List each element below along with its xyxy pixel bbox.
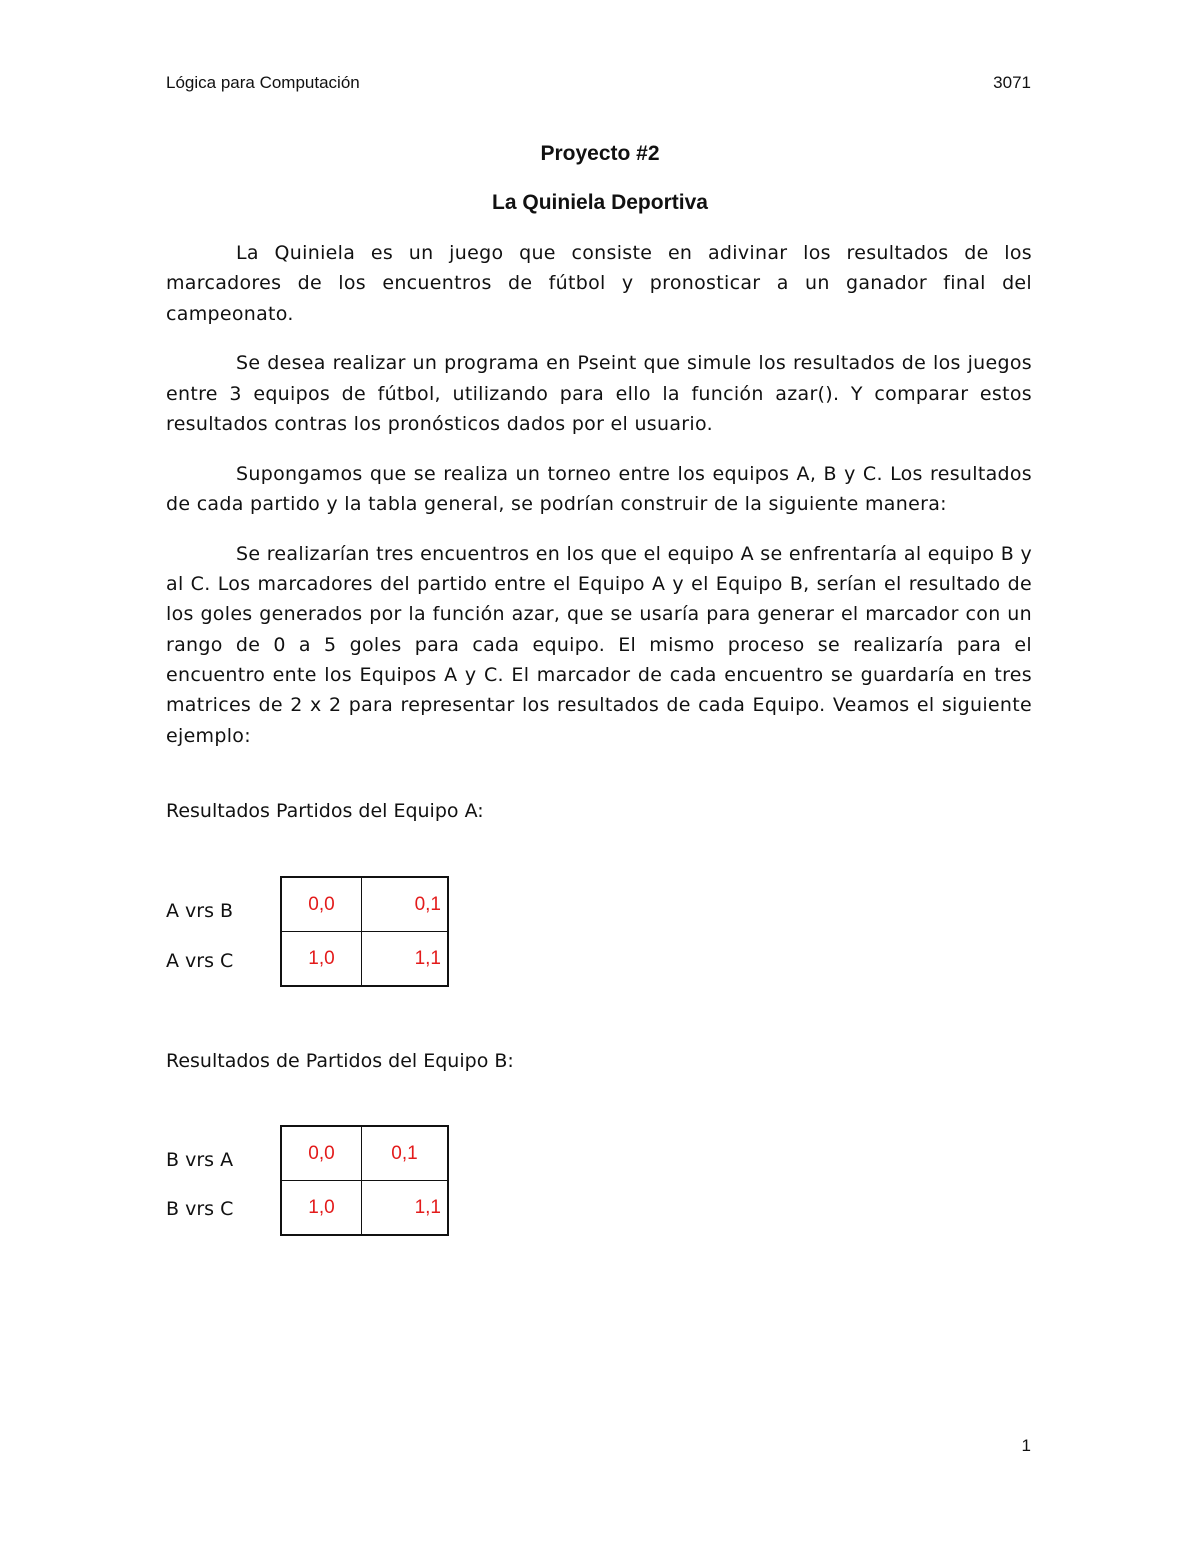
matrix-cell: 0,1 [362,877,449,932]
team-b-matrix [280,1125,449,1236]
team-a-label: Resultados Partidos del Equipo A: [166,800,484,822]
team-b-label: Resultados de Partidos del Equipo B: [166,1050,514,1072]
team-b-row-label: B vrs A [166,1149,234,1171]
paragraph: La Quiniela es un juego que consiste en adivinar los resultados de los marcadores de los encuentros de fútbol y pronosticar a un ganador final del campeonato. [166,242,1032,325]
paragraph: Supongamos que se realiza un torneo entre los equipos A, B y C. Los resultados de cada partido y la tabla general, se podrían construir de la siguiente manera: [166,462,1032,516]
matrix-cell: 0,1 [362,1126,449,1181]
page-subtitle: La Quiniela Deportiva [492,191,708,214]
team-a-row-label: A vrs C [166,950,234,972]
matrix-cell: 1,1 [362,932,449,987]
matrix-cell: 1,1 [362,1181,449,1236]
team-b-row-label: B vrs C [166,1198,234,1220]
team-a-row-label: A vrs B [166,900,234,922]
page-title: Proyecto #2 [540,142,660,165]
paragraph: Se realizarían tres encuentros en los que el equipo A se enfrentaría al equipo B y al C. Los marcadores del partido entre el Equipo A y el Equipo B, serían el resultado de los goles generados por la función azar, que se usaría para generar el marcador con un rango de 0 a 5 goles para cada equipo. El mismo proceso se realizaría para el encuentro ente los Equipos A y C. El marcador de cada encuentro se guardaría en tres matrices de 2 x 2 para representar los resultados de cada Equipo. Veamos el siguiente ejemplo: [166,542,1032,747]
team-a-matrix [280,876,449,987]
paragraph: Se desea realizar un programa en Pseint que simule los resultados de los juegos entre 3 equipos de fútbol, utilizando para ello la función azar(). Y comparar estos resultados contras los pronósticos dados por el usuario. [166,352,1032,435]
header-course: Lógica para Computación [166,73,360,92]
matrix-cell: 1,0 [281,1181,362,1236]
body-text [166,238,1032,770]
matrix-cell: 0,0 [281,1126,362,1181]
page-number: 1 [1021,1436,1031,1455]
matrix-cell: 1,0 [281,932,362,987]
header-code: 3071 [993,73,1031,92]
matrix-cell: 0,0 [281,877,362,932]
